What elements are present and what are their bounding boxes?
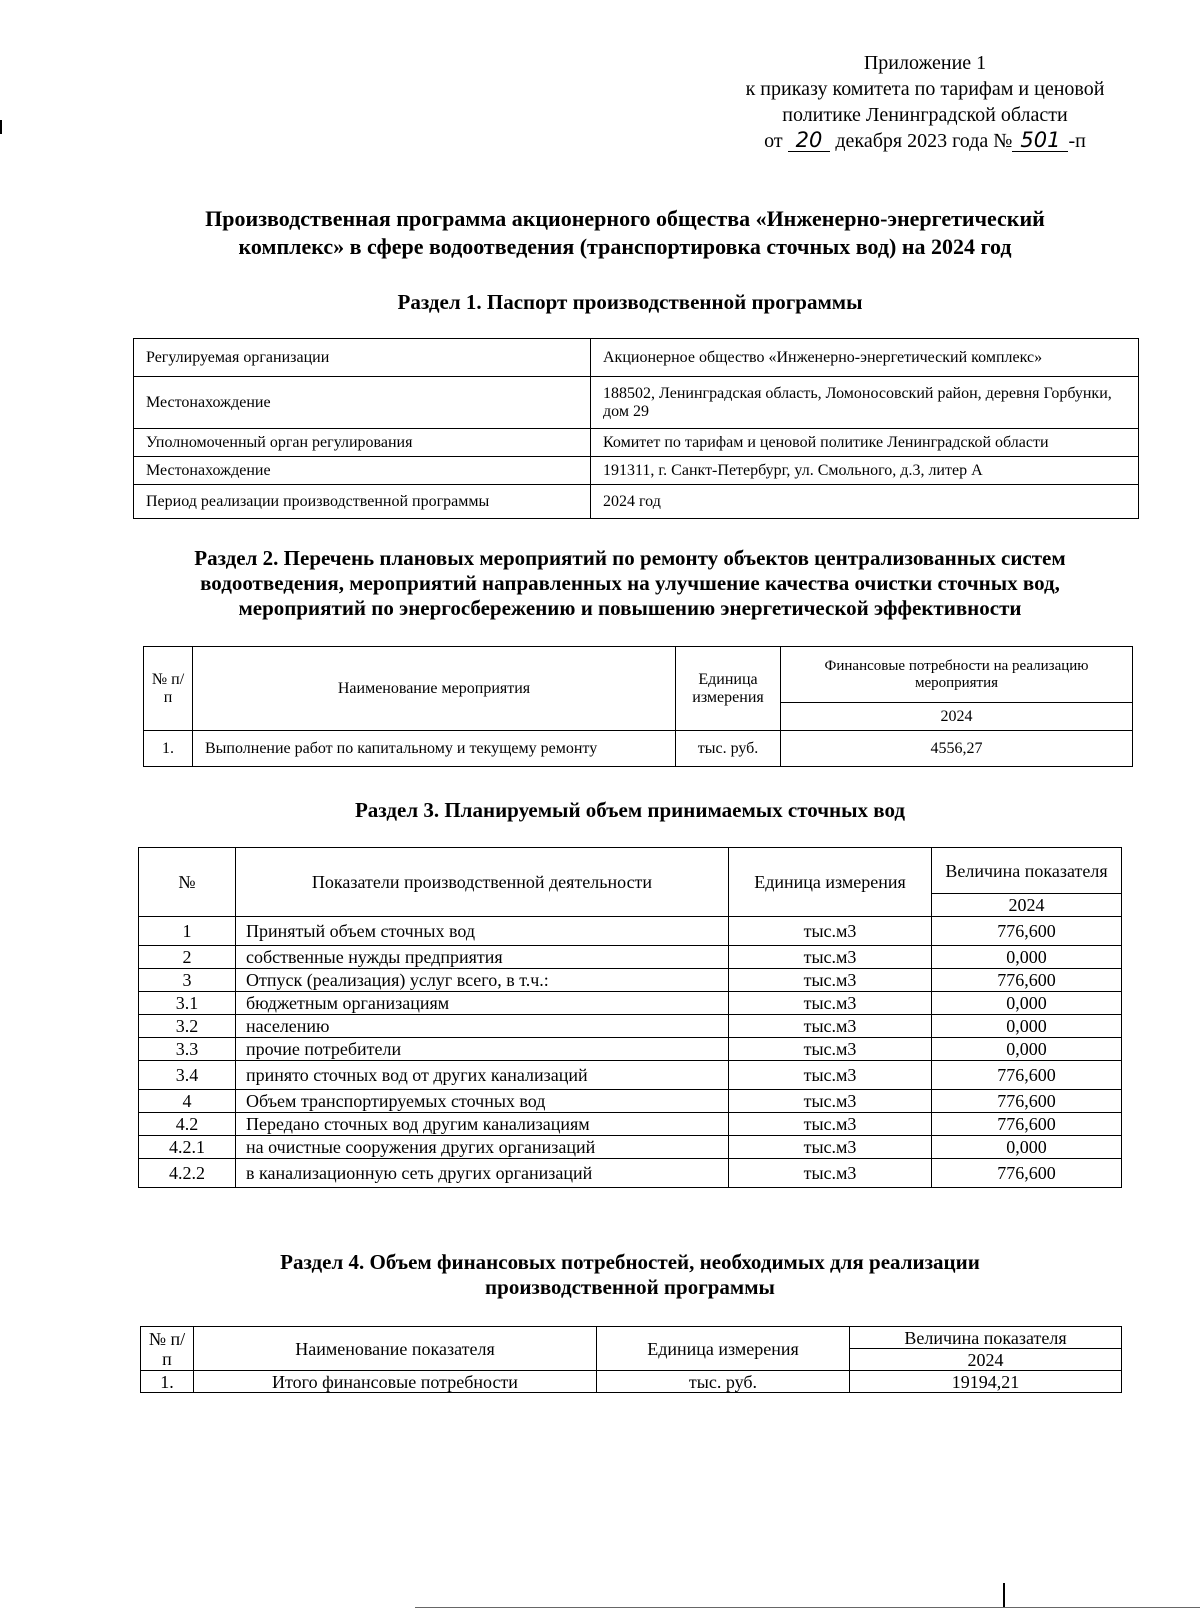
cell-value: 0,000 — [932, 1015, 1122, 1038]
date-middle: декабря 2023 года № — [835, 130, 1013, 152]
cell-name: Объем транспортируемых сточных вод — [236, 1090, 729, 1113]
cell-unit: тыс.м3 — [729, 969, 932, 992]
cell-num: 1. — [144, 731, 193, 767]
cell-num: 1 — [139, 917, 236, 946]
cell-num: 4.2.2 — [139, 1159, 236, 1188]
cell-name: Принятый объем сточных вод — [236, 917, 729, 946]
table-row — [134, 457, 1139, 485]
table-row — [139, 992, 1122, 1015]
wastewater-volume-table — [138, 847, 1122, 1188]
header-unit: Единица измерения — [597, 1327, 850, 1371]
table-row — [134, 485, 1139, 519]
cell-name: принято сточных вод от других канализаций — [236, 1061, 729, 1090]
header-value: Величина показателя — [932, 848, 1122, 894]
cell-num: 2 — [139, 946, 236, 969]
cell-num: 4 — [139, 1090, 236, 1113]
header-year: 2024 — [932, 894, 1122, 917]
table-row — [139, 1061, 1122, 1090]
financial-needs-table — [140, 1326, 1122, 1393]
table-row — [141, 1371, 1122, 1393]
header-name: Наименование мероприятия — [193, 647, 676, 731]
table-header-row — [144, 647, 1133, 703]
cell-unit: тыс.м3 — [729, 1038, 932, 1061]
section-4-heading-line-2: производственной программы — [485, 1275, 775, 1299]
cell-value: 776,600 — [932, 1159, 1122, 1188]
cell-value: 0,000 — [932, 946, 1122, 969]
table-row — [139, 917, 1122, 946]
section-2-heading-line-1: Раздел 2. Перечень плановых мероприятий по ремонту объектов централизованных систем — [194, 546, 1066, 570]
scan-edge — [415, 1607, 1200, 1608]
cell-value: 0,000 — [932, 1136, 1122, 1159]
table-header-row — [141, 1327, 1122, 1349]
section-4-heading — [120, 1250, 1140, 1300]
table-row — [139, 1038, 1122, 1061]
cell-num: 3 — [139, 969, 236, 992]
cell-name: бюджетным организациям — [236, 992, 729, 1015]
appendix-date-line — [690, 128, 1160, 154]
passport-value: 2024 год — [591, 485, 1139, 519]
table-row — [139, 1090, 1122, 1113]
cell-name: прочие потребители — [236, 1038, 729, 1061]
cell-num: 3.3 — [139, 1038, 236, 1061]
appendix-line-2: к приказу комитета по тарифам и ценовой — [745, 78, 1105, 100]
cell-num: 4.2.1 — [139, 1136, 236, 1159]
header-num: № п/п — [144, 647, 193, 731]
cell-unit: тыс.м3 — [729, 1159, 932, 1188]
section-2-heading — [120, 546, 1140, 621]
header-unit: Единица измерения — [729, 848, 932, 917]
cell-unit: тыс.м3 — [729, 1136, 932, 1159]
table-row — [134, 377, 1139, 429]
cell-unit: тыс.м3 — [729, 1090, 932, 1113]
passport-key: Регулируемая организации — [134, 339, 591, 377]
table-header-row — [139, 848, 1122, 894]
cell-unit: тыс. руб. — [597, 1371, 850, 1393]
cell-value: 776,600 — [932, 917, 1122, 946]
appendix-line-1: Приложение 1 — [863, 52, 987, 74]
table-row — [139, 1159, 1122, 1188]
cell-unit: тыс. руб. — [676, 731, 781, 767]
date-prefix: от — [764, 130, 783, 152]
header-name: Показатели производственной деятельности — [236, 848, 729, 917]
passport-key: Местонахождение — [134, 377, 591, 429]
passport-value: Акционерное общество «Инженерно-энергетический комплекс» — [591, 339, 1139, 377]
table-row — [139, 946, 1122, 969]
passport-key: Уполномоченный орган регулирования — [134, 429, 591, 457]
table-row — [139, 1113, 1122, 1136]
table-row — [134, 339, 1139, 377]
cell-value: 776,600 — [932, 969, 1122, 992]
order-number-handwritten: 501 — [1012, 129, 1068, 152]
cell-unit: тыс.м3 — [729, 1015, 932, 1038]
section-2-heading-line-2: водоотведения, мероприятий направленных на улучшение качества очистки сточных вод, — [200, 571, 1060, 595]
cell-name: Передано сточных вод другим канализациям — [236, 1113, 729, 1136]
table-row — [139, 1015, 1122, 1038]
cell-unit: тыс.м3 — [729, 1061, 932, 1090]
appendix-line-3: политике Ленинградской области — [782, 104, 1068, 126]
table-row — [144, 731, 1133, 767]
header-unit: Единица измерения — [676, 647, 781, 731]
measures-table — [143, 646, 1133, 767]
cell-name: на очистные сооружения других организаций — [236, 1136, 729, 1159]
appendix-header — [690, 50, 1160, 154]
cell-num: 3.4 — [139, 1061, 236, 1090]
passport-key: Местонахождение — [134, 457, 591, 485]
cell-num: 1. — [141, 1371, 194, 1393]
scan-mark — [1003, 1583, 1005, 1607]
header-num: № п/п — [141, 1327, 194, 1371]
section-4-heading-line-1: Раздел 4. Объем финансовых потребностей, необходимых для реализации — [280, 1250, 980, 1274]
cell-name: Выполнение работ по капитальному и текущему ремонту — [193, 731, 676, 767]
title-line-1: Производственная программа акционерного общества «Инженерно-энергетический — [205, 206, 1045, 231]
table-row — [139, 1136, 1122, 1159]
cell-value: 776,600 — [932, 1061, 1122, 1090]
cell-num: 4.2 — [139, 1113, 236, 1136]
cell-name: в канализационную сеть других организаций — [236, 1159, 729, 1188]
cell-value: 776,600 — [932, 1090, 1122, 1113]
cell-name: Итого финансовые потребности — [194, 1371, 597, 1393]
cell-unit: тыс.м3 — [729, 946, 932, 969]
header-finance: Финансовые потребности на реализацию мероприятия — [781, 647, 1133, 703]
table-row — [139, 969, 1122, 992]
passport-table — [133, 338, 1139, 519]
section-3-heading: Раздел 3. Планируемый объем принимаемых сточных вод — [354, 798, 906, 822]
title-line-2: комплекс» в сфере водоотведения (транспортировка сточных вод) на 2024 год — [238, 234, 1012, 259]
date-day-handwritten: 20 — [788, 129, 831, 152]
cell-unit: тыс.м3 — [729, 1113, 932, 1136]
cell-name: собственные нужды предприятия — [236, 946, 729, 969]
cell-num: 3.1 — [139, 992, 236, 1015]
order-suffix: -п — [1068, 130, 1086, 152]
cell-num: 3.2 — [139, 1015, 236, 1038]
header-value: Величина показателя — [850, 1327, 1122, 1349]
cell-value: 0,000 — [932, 1038, 1122, 1061]
cell-name: Отпуск (реализация) услуг всего, в т.ч.: — [236, 969, 729, 992]
cell-value: 4556,27 — [781, 731, 1133, 767]
cell-unit: тыс.м3 — [729, 992, 932, 1015]
passport-value: 188502, Ленинградская область, Ломоносовский район, деревня Горбунки, дом 29 — [591, 377, 1139, 429]
scan-mark — [0, 120, 2, 134]
header-name: Наименование показателя — [194, 1327, 597, 1371]
passport-value: Комитет по тарифам и ценовой политике Ленинградской области — [591, 429, 1139, 457]
document-title — [150, 205, 1100, 261]
header-num: № — [139, 848, 236, 917]
passport-value: 191311, г. Санкт-Петербург, ул. Смольного, д.3, литер А — [591, 457, 1139, 485]
cell-name: населению — [236, 1015, 729, 1038]
cell-unit: тыс.м3 — [729, 917, 932, 946]
passport-key: Период реализации производственной программы — [134, 485, 591, 519]
header-year: 2024 — [781, 703, 1133, 731]
section-2-heading-line-3: мероприятий по энергосбережению и повышению энергетической эффективности — [238, 596, 1022, 620]
cell-value: 776,600 — [932, 1113, 1122, 1136]
section-1-heading: Раздел 1. Паспорт производственной программы — [397, 290, 863, 314]
header-year: 2024 — [850, 1349, 1122, 1371]
cell-value: 19194,21 — [850, 1371, 1122, 1393]
cell-value: 0,000 — [932, 992, 1122, 1015]
table-row — [134, 429, 1139, 457]
